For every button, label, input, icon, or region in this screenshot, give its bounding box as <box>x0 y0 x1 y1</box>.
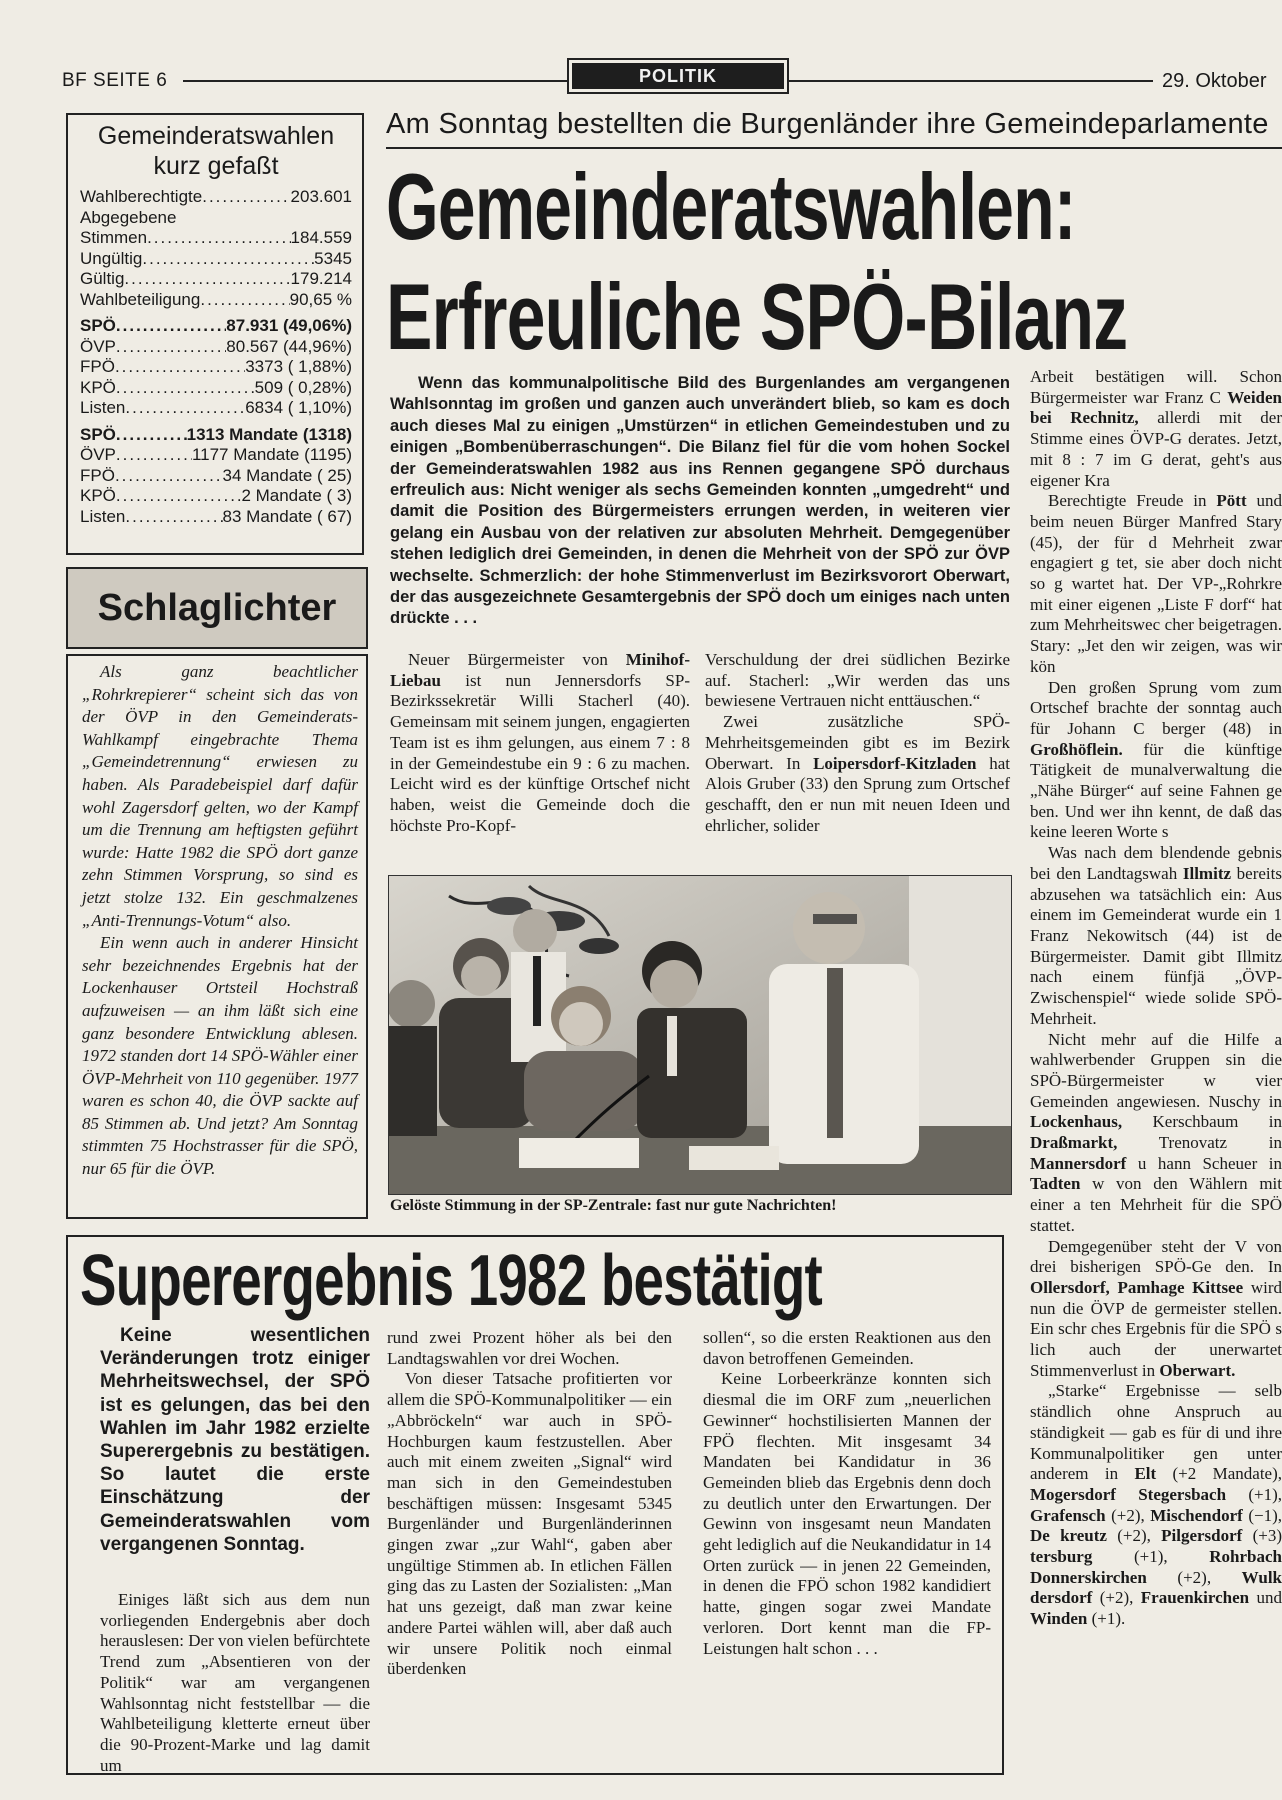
text-run: ist nun Jennersdorfs SP-Bezirkssekretär Willi Stacherl (40). Gemeinsam mit seinem jungen, engagierten Team ist es ihm gelungen, aus einem 7 : 8 in der Gemeindestube ein 9 : 6 zu machen. Leicht wird es der künftige Ortschef nicht haben, weist die Gemeinde doch die höchste Pro-Kopf- <box>390 670 690 835</box>
results-label: Stimmen <box>80 228 148 247</box>
results-row <box>80 425 352 446</box>
results-value: 87.931 (49,06%) <box>226 316 352 335</box>
results-label: SPÖ <box>80 424 116 444</box>
results-label: FPÖ <box>80 465 115 485</box>
article-paragraph <box>390 650 690 836</box>
text-run: Neuer Bürgermeister von <box>408 650 626 669</box>
results-label: KPÖ <box>80 377 116 397</box>
article-paragraph <box>1030 491 1282 677</box>
results-value: 83 Mandate ( 67) <box>222 506 352 526</box>
text-run: u hann Scheuer in <box>1126 1153 1282 1173</box>
text-run: (−1), <box>1242 1505 1282 1525</box>
article-paragraph <box>705 712 1010 836</box>
place-name: Pött <box>1216 491 1247 511</box>
text-run: Was nach dem blendende gebnis bei den Landtagswah <box>1030 843 1282 883</box>
text-run: für die künftige Tätigkeit de munalverwaltung die „Nähe Bürger“ auf seine Fahnen ge ben. Und wer ihn kennt, de daß das keine leeren Worte s <box>1030 739 1282 842</box>
place-name: Großhöflein. <box>1030 739 1123 759</box>
results-value: 179.214 <box>290 269 352 288</box>
results-row <box>80 208 352 229</box>
place-name: Stegersbach <box>1138 1484 1227 1504</box>
article-lead-text: Wenn das kommunalpolitische Bild des Burgenlandes am vergangenen Wahlsonntag im großen und ganzen auch unverändert blieb, so kam es doch auch dieses Mal zu einigen „Umstürzen“ in etlichen Gemeindestuben und zu einigen „Bombenüberraschungen“. Die Bilanz fiel für die vom hohen Sockel der Gemeinderatswahlen 1982 aus ins Rennen gegangene SPÖ durchaus erfreulich aus: Nicht weniger als sechs Gemeinden konnten „umgedreht“ und damit die Position des Bürgermeisters errungen werden, in weiteren vier gelang ein Ausbau von der relativen zur absoluten Mehrheit. Demgegenüber stehen lediglich drei Gemeinden, in denen die Mehrheit von der SPÖ zur ÖVP wechselte. Schmerzlich: der hohe Stimmenverlust im Bezirksvorort Oberwart, der das ausgezeichnete Gesamtergebnis der SPÖ doch um einiges nach unten drückte . . . <box>390 374 1010 628</box>
article-paragraph <box>1030 367 1282 491</box>
results-label: KPÖ <box>80 486 116 505</box>
text-run: Berechtigte Freude in <box>1048 491 1217 511</box>
article-headline-line2: Erfreuliche SPÖ-Bilanz <box>386 264 1128 369</box>
results-label: FPÖ <box>80 357 115 376</box>
place-name: Grafensch <box>1030 1505 1106 1525</box>
photo-illustration <box>389 876 1011 1194</box>
place-name: Weiden bei Rechnitz, <box>1030 387 1282 428</box>
results-value: 1313 Mandate (1318) <box>186 424 352 444</box>
results-row <box>80 357 352 378</box>
mandates-list <box>80 425 352 528</box>
schlaglichter-text <box>82 661 358 1181</box>
text-run: Zwei zusätzliche SPÖ-Mehrheitsgemeinden gibt es im Bezirk Oberwart. In <box>705 712 1010 773</box>
text-run: bereits abzusehen wa tatsächlich ein: Aus einem im Gemeinderat wurde ein 1 Franz Nekowitsch (44) ist de Bürgermeister. Damit gibt Illmitz nach einem fünfjä „ÖVP-Zwischenspiel“ wiede solide SPÖ-Mehrheit. <box>1030 863 1282 1028</box>
results-label: SPÖ <box>80 316 116 335</box>
leader-dots <box>116 316 226 337</box>
article-paragraph <box>1030 1381 1282 1629</box>
text-run: (+1), <box>1092 1547 1210 1567</box>
text-run: Demgegenüber steht der V von drei bisherigen SPÖ-Ge den. In <box>1030 1236 1282 1277</box>
article-paragraph: sollen“, so die ersten Reaktionen aus den davon betroffenen Gemeinden. <box>703 1328 991 1368</box>
results-row <box>80 466 352 487</box>
schlaglichter-paragraph: Ein wenn auch in anderer Hinsicht sehr bezeichnendes Ergebnis hat der Lockenhauser Ortsteil Hochstraß aufzuweisen — an ihm läßt sich eine ganz besondere Entwicklung ablesen. 1972 standen dort 14 SPÖ-Wähler einer ÖVP-Mehrheit von 110 gegenüber. 1977 waren es schon 40, die ÖVP sackte auf 85 Stimmen ab. Und jetzt? Am Sonntag stimmten 75 Hochstrasser für die SPÖ, nur 65 für die ÖVP. <box>82 933 358 1179</box>
results-value: 184.559 <box>290 228 352 247</box>
section-label: POLITIK <box>572 63 784 89</box>
text-run: (+2), <box>1106 1526 1162 1546</box>
results-label: Abgegebene <box>80 207 177 227</box>
text-run: „Starke“ Ergebnisse — selb ständlich ohne Anspruch au ständigkeit — gab es für di und ihre Kommunalpolitiker gen unter anderem in <box>1030 1381 1282 1484</box>
leader-dots <box>147 228 290 249</box>
kicker-rule <box>386 147 1282 149</box>
results-value: 3373 ( 1,88%) <box>245 357 352 376</box>
leader-dots <box>116 445 192 466</box>
issue-date: 29. Oktober <box>1162 70 1267 92</box>
second-article-lead-text: Keine wesentlichen Veränderungen trotz einiger Mehrheitswechsel, der SPÖ ist es gelungen, das bei den Wahlen im Jahr 1982 erzielte Superergebnis zu bestätigen. So lautet die erste Einschätzung der Gemeinderatswahlen vom vergangenen Sonntag. <box>100 1325 370 1555</box>
leader-dots <box>142 249 314 270</box>
place-name: Tadten <box>1030 1174 1081 1194</box>
text-run: w von den Wählern mit einer a ten Mehrheit für die SPÖ stattet. <box>1030 1174 1282 1235</box>
place-name: Donnerskirchen <box>1030 1567 1147 1587</box>
header-rule-right <box>789 80 1153 82</box>
results-row <box>80 228 352 249</box>
results-row <box>80 249 352 270</box>
header-rule-left <box>183 80 568 82</box>
text-run: wird nun die ÖVP de germeister stellen. Ein schr ches Ergebnis für die SPÖ s lich auch der unerwartet Stimmenverlust in <box>1030 1277 1282 1380</box>
results-label: Wahlberechtigte <box>80 187 203 206</box>
place-name: Minihof-Liebau <box>390 650 690 690</box>
second-article-column-1 <box>100 1590 370 1776</box>
place-name: De kreutz <box>1030 1526 1107 1546</box>
leader-dots <box>202 187 290 208</box>
leader-dots <box>125 507 222 528</box>
text-run: (+2 Mandate), <box>1156 1464 1282 1484</box>
article-paragraph <box>1030 843 1282 1029</box>
results-summary-title <box>80 121 352 181</box>
schlaglichter-paragraph: Als ganz beachtlicher „Rohrkrepierer“ scheint sich das von der ÖVP in den Gemeinderats-Wahlkampf eingebrachte Thema „Gemeindetrennung“ erwiesen zu haben. Als Paradebeispiel darf dafür wohl Zagersdorf gelten, wo der Kampf um die Trennung am heftigsten geführt wurde: Hatte 1982 die SPÖ dort ganze zehn Stimmen Vorsprung, so sind es jetzt stolze 132. Ein geschmalzenes „Anti-Trennungs-Votum“ also. <box>82 662 358 930</box>
article-paragraph: Verschuldung der drei südlichen Bezirke auf. Stacherl: „Wir werden das uns bewiesene Vertrauen nicht enttäuschen.“ <box>705 650 1010 711</box>
results-row <box>80 445 352 466</box>
section-label-box <box>567 58 789 94</box>
leader-dots <box>116 337 226 358</box>
article-column-3 <box>1030 367 1282 1777</box>
place-name: Mogersdorf <box>1030 1484 1116 1504</box>
place-name: Draßmarkt, <box>1030 1133 1118 1153</box>
leader-dots <box>115 357 245 378</box>
results-label: Listen <box>80 398 126 417</box>
text-run: Den großen Sprung vom zum Ortschef brachte der sonntag auch für Johann C berger (48) in <box>1030 677 1282 738</box>
place-name: Elt <box>1134 1464 1157 1484</box>
text-run: (+3) <box>1242 1526 1282 1546</box>
results-label: Wahlbeteiligung <box>80 289 201 309</box>
schlaglichter-header <box>66 567 368 649</box>
place-name: Pilgersdorf <box>1161 1526 1243 1546</box>
place-name: Oberwart. <box>1159 1360 1236 1380</box>
results-value: 80.567 (44,96%) <box>226 336 352 356</box>
place-name: Ollersdorf, Pamhage <box>1030 1277 1185 1297</box>
text-run: (+2), <box>1105 1505 1151 1525</box>
article-lead <box>390 373 1010 630</box>
results-value: 6834 ( 1,10%) <box>245 398 352 417</box>
results-row <box>80 507 352 528</box>
results-label: ÖVP <box>80 336 116 356</box>
text-run: und beim neuen Bürger Manfred Stary (45), der für d Mehrheit zwar engagiert g tet, sie aber doch nicht so g wartet hat. Der VP-„Rohrkre mit einer eigenen „Liste F dorf“ hat zum Mehrheitswec cher beigetragen. Stary: „Jet den wir zeigen, was wir kön <box>1030 491 1282 676</box>
place-name: Rohrbach <box>1209 1547 1282 1567</box>
text-run: Arbeit bestätigen will. Schon Bürgermeister war Franz C <box>1030 367 1282 407</box>
schlaglichter-box <box>66 654 368 1219</box>
photo-caption: Gelöste Stimmung in der SP-Zentrale: fast nur gute Nachrichten! <box>390 1197 837 1214</box>
second-article-headline: Superergebnis 1982 bestätigt <box>80 1241 823 1321</box>
results-row <box>80 486 352 507</box>
results-summary-box <box>66 113 364 555</box>
text-run: (+1), <box>1226 1484 1282 1504</box>
results-value: 90,65 % <box>289 289 352 309</box>
results-label: Listen <box>80 506 126 526</box>
second-article-lead <box>100 1324 370 1556</box>
article-paragraph <box>1030 1030 1282 1237</box>
article-paragraph <box>1030 1237 1282 1382</box>
article-column-2 <box>705 650 1010 836</box>
results-summary-title-line1: Gemeinderatswahlen <box>97 122 335 150</box>
page-number: BF SEITE 6 <box>62 70 168 91</box>
press-photo <box>388 875 1012 1195</box>
place-name: Illmitz <box>1182 863 1232 883</box>
turnout-list <box>80 187 352 310</box>
results-value: 509 ( 0,28%) <box>254 377 352 397</box>
article-paragraph: rund zwei Prozent höher als bei den Landtagswahlen vor drei Wochen. <box>387 1328 672 1368</box>
place-name: Mischendorf <box>1150 1505 1243 1525</box>
schlaglichter-title: Schlaglichter <box>97 586 337 629</box>
text-run: (+1). <box>1087 1609 1126 1629</box>
article-paragraph <box>1030 678 1282 844</box>
second-article-column-3 <box>703 1328 991 1659</box>
results-label: Gültig <box>80 269 125 288</box>
text-run: (+2), <box>1146 1567 1242 1587</box>
leader-dots <box>116 486 242 507</box>
leader-dots <box>116 378 255 399</box>
results-label: Ungültig <box>80 248 143 268</box>
leader-dots <box>115 466 223 487</box>
text-run: hat Alois Gruber (33) den Sprung zum Ortschef geschafft, den er nun mit neuen Ideen und ehrlicher, solider <box>705 753 1010 835</box>
text-run: allerdi mit der Stimme eines ÖVP-G derates. Jetzt, mit 8 : 7 im G derat, geht's aus eigener Kra <box>1030 408 1282 490</box>
place-name: Wulk dersdorf <box>1030 1567 1282 1608</box>
results-row <box>80 290 352 311</box>
text-run: und <box>1249 1588 1282 1608</box>
place-name: Lockenhaus, <box>1030 1112 1123 1132</box>
results-row <box>80 378 352 399</box>
results-label: ÖVP <box>80 445 116 464</box>
results-value: 203.601 <box>290 187 352 206</box>
article-kicker: Am Sonntag bestellten die Burgenländer ihre Gemeindeparlamente <box>386 108 1269 140</box>
results-row <box>80 316 352 337</box>
place-name: Loipersdorf-Kitzladen <box>813 753 977 773</box>
leader-dots <box>125 398 245 419</box>
text-run: Trenovatz in <box>1117 1133 1282 1153</box>
second-article-column-2 <box>387 1328 672 1680</box>
leader-dots <box>116 425 187 446</box>
text-run: Kerschbaum in <box>1122 1112 1282 1132</box>
leader-dots <box>200 290 289 311</box>
results-summary-title-line2: kurz gefaßt <box>153 152 279 180</box>
article-column-1 <box>390 650 690 836</box>
results-value: 5345 <box>314 248 352 268</box>
article-paragraph: Einiges läßt sich aus dem nun vorliegenden Endergebnis aber doch herauslesen: Der von vielen befürchtete Trend zum „Absentieren von der Politik“ war am vergangenen Wahlsonntag nicht feststellbar — die Wahlbeteiligung kletterte erneut über die 90-Prozent-Marke und lag damit um <box>100 1590 370 1775</box>
text-run: Nicht mehr auf die Hilfe a wahlwerbender Gruppen sin die SPÖ-Bürgermeister w vier Gemeinden angewiesen. Nuschy in <box>1030 1029 1282 1111</box>
article-headline-line1: Gemeinderatswahlen: <box>386 154 1076 259</box>
results-row <box>80 269 352 290</box>
text-run: (+2), <box>1092 1588 1141 1608</box>
place-name: Mannersdorf <box>1030 1153 1127 1173</box>
place-name: Winden <box>1030 1609 1088 1629</box>
results-value: 2 Mandate ( 3) <box>241 486 352 505</box>
place-name: Frauenkirchen <box>1140 1588 1250 1608</box>
place-name: tersburg <box>1030 1547 1093 1567</box>
results-value: 1177 Mandate (1195) <box>191 445 352 464</box>
results-row <box>80 187 352 208</box>
article-paragraph: Keine Lorbeerkränze konnten sich diesmal die im ORF zum „neuerlichen Gewinner“ hochstilisierten Mannen der FPÖ flechten. Mit insgesamt 34 Mandaten bei Kandidatur in 36 Gemeinden blieb das Ergebnis denn doch zu deutlich unter den Erwartungen. Der Gewinn von insgesamt neun Mandaten geht lediglich auf die Neukandidatur in 14 Orten zurück — in jenen 22 Gemeinden, in denen die FPÖ schon 1982 kandidiert hatte, gingen sogar zwei Mandate verloren. Dort kennt man die FP-Leistungen halt schon . . . <box>703 1369 991 1658</box>
votes-list <box>80 316 352 419</box>
results-value: 34 Mandate ( 25) <box>222 465 352 485</box>
place-name: Kittsee <box>1192 1277 1244 1297</box>
results-row <box>80 337 352 358</box>
leader-dots <box>124 269 290 290</box>
results-row <box>80 398 352 419</box>
article-paragraph: Von dieser Tatsache profitierten vor allem die SPÖ-Kommunalpolitiker — ein „Abbröckeln“ war auch in SPÖ-Hochburgen kaum festzustellen. Aber auch mit einem zweiten „Signal“ wird man sich in den Gemeindestuben beschäftigen müssen: Insgesamt 5345 Burgenländer und Burgenländerinnen gingen zwar „zur Wahl“, gaben aber ungültige Stimmen ab. In etlichen Fällen ging das zu Lasten der Sozialisten: „Man hat uns gezeigt, daß man zwar keine andere Partei wählen will, aber daß auch wir unsere Politik noch einmal überdenken <box>387 1369 672 1679</box>
